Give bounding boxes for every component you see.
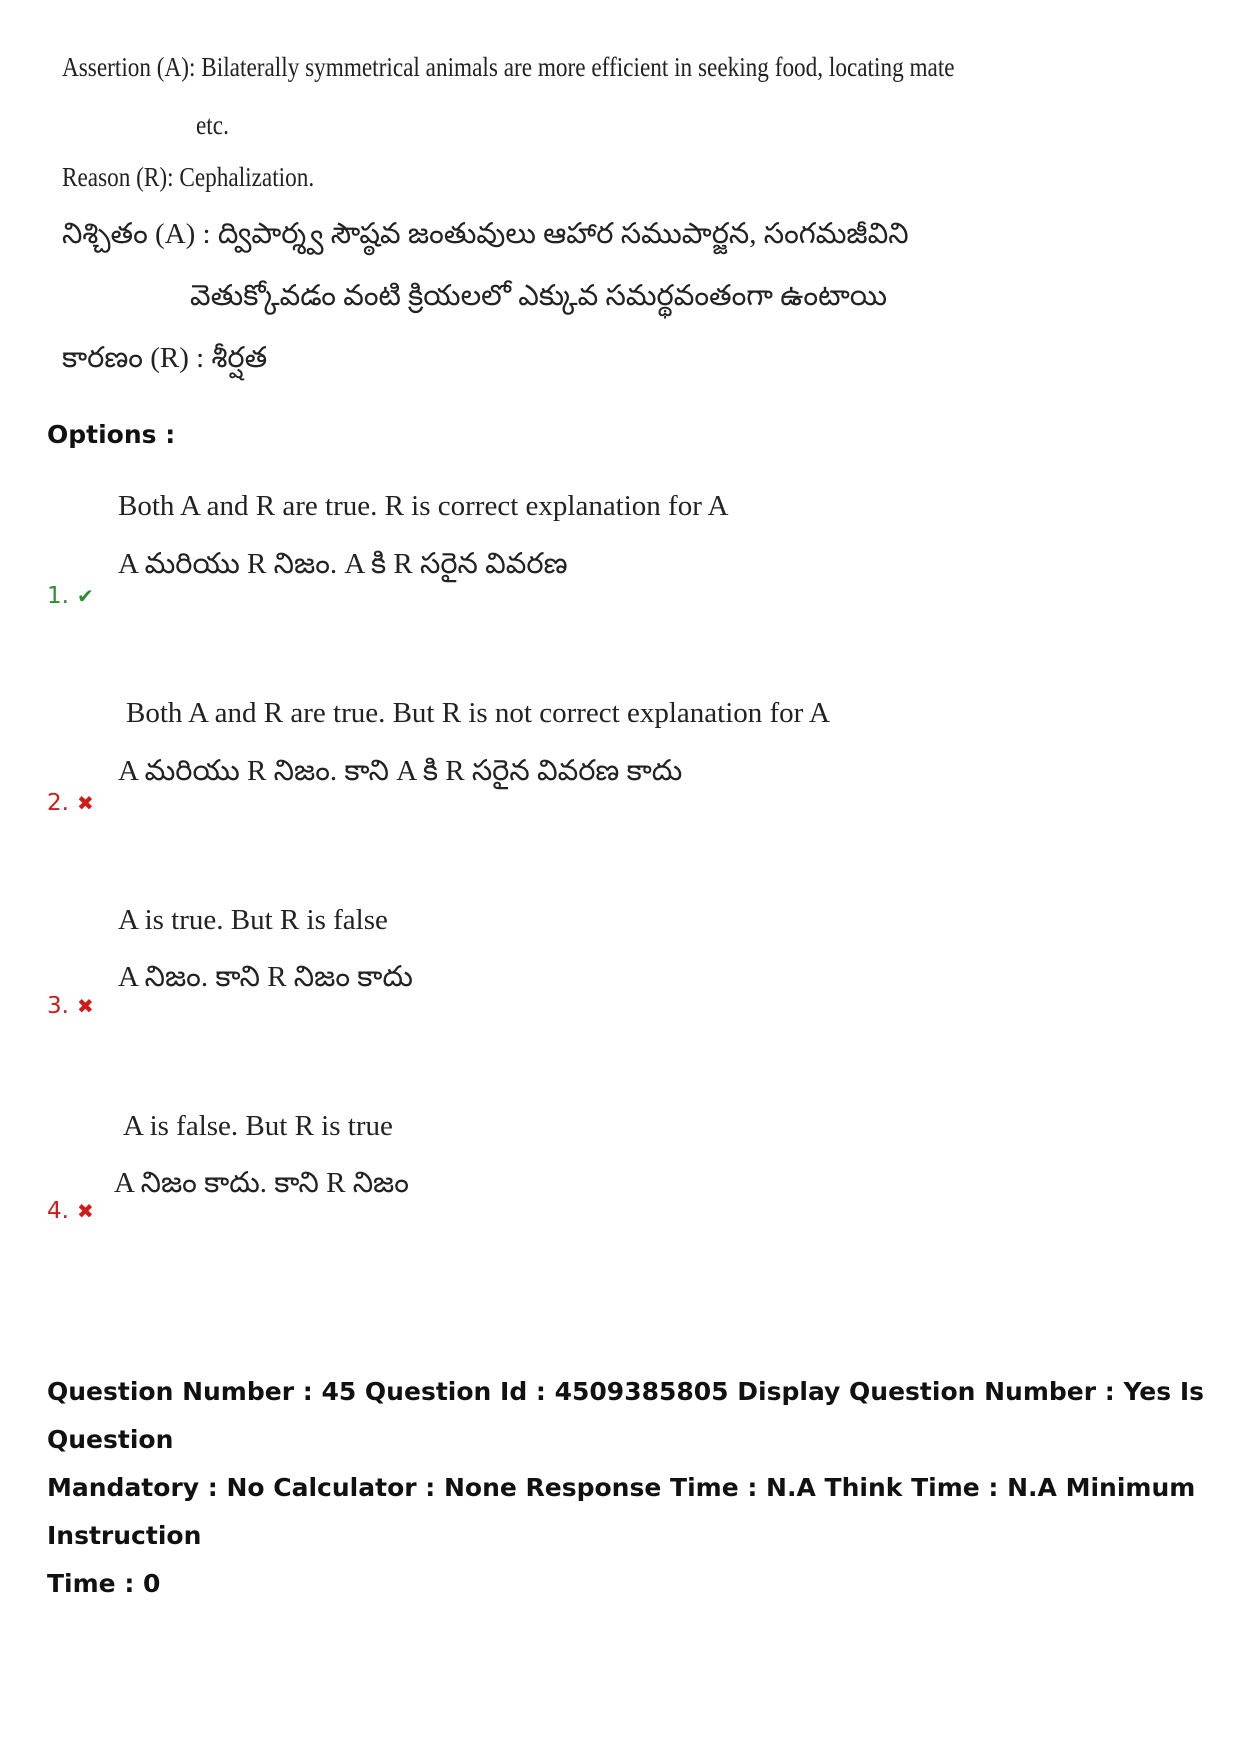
option-1-marker — [47, 583, 94, 609]
reason-english: Reason (R): Cephalization. — [62, 162, 315, 192]
option-4-english: A is false. But R is true — [123, 1110, 393, 1142]
option-4-telugu: A నిజం కాదు. కాని R నిజం — [114, 1167, 409, 1199]
option-2-number: 2. — [47, 790, 69, 816]
options-heading: Options : — [47, 420, 176, 449]
cross-icon: ✖ — [76, 994, 94, 1018]
reason-telugu: కారణం (R) : శీర్షత — [62, 342, 268, 374]
option-4-marker — [47, 1198, 94, 1224]
option-3-telugu: A నిజం. కాని R నిజం కాదు — [118, 961, 413, 993]
assertion-english-line-2: etc. — [196, 110, 229, 140]
assertion-english-line-1: Assertion (A): Bilaterally symmetrical animals are more efficient in seeking food, locating mate — [62, 52, 955, 82]
option-4-number: 4. — [47, 1198, 69, 1224]
option-2-marker — [47, 790, 94, 816]
question-meta — [47, 1368, 1207, 1608]
option-3-marker — [47, 993, 94, 1019]
assertion-telugu-line-1: నిశ్చితం (A) : ద్విపార్శ్వ సౌష్ఠవ జంతువులు ఆహార సముపార్జన, సంగమజీవిని — [62, 218, 909, 250]
option-3-number: 3. — [47, 993, 69, 1019]
option-3-english: A is true. But R is false — [118, 904, 388, 936]
question-meta-line-1: Question Number : 45 Question Id : 4509385805 Display Question Number : Yes Is Question — [47, 1377, 1205, 1454]
assertion-telugu-line-2: వెతుక్కోవడం వంటి క్రియలలో ఎక్కువ సమర్థవంతంగా ఉంటాయి — [190, 280, 888, 312]
cross-icon: ✖ — [76, 1199, 94, 1223]
question-meta-line-2: Mandatory : No Calculator : None Response Time : N.A Think Time : N.A Minimum Instruction — [47, 1473, 1196, 1550]
option-1-number: 1. — [47, 583, 69, 609]
option-2-telugu: A మరియు R నిజం. కాని A కి R సరైన వివరణ కాదు — [118, 755, 683, 787]
question-meta-line-3: Time : 0 — [47, 1569, 161, 1598]
cross-icon: ✖ — [76, 791, 94, 815]
option-1-english: Both A and R are true. R is correct explanation for A — [118, 490, 729, 522]
option-2-english: Both A and R are true. But R is not correct explanation for A — [126, 697, 830, 729]
check-icon: ✔ — [76, 584, 94, 608]
option-1-telugu: A మరియు R నిజం. A కి R సరైన వివరణ — [118, 548, 568, 580]
